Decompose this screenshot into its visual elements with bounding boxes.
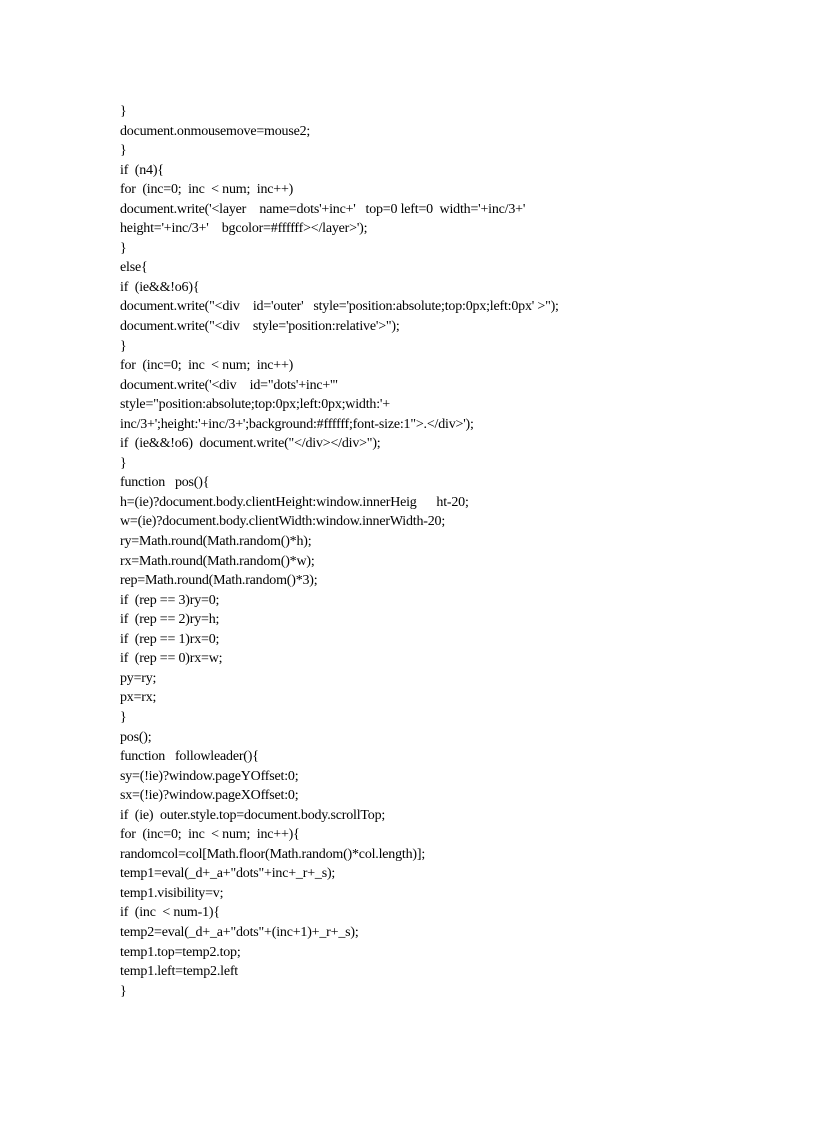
code-line: if (ie&&!o6){: [120, 279, 200, 295]
code-line: }: [120, 983, 127, 999]
code-listing: [120, 102, 760, 1001]
code-line: }: [120, 455, 127, 471]
code-line: for (inc=0; inc < num; inc++): [120, 182, 294, 198]
code-line: sy=(!ie)?window.pageYOffset:0;: [120, 768, 299, 784]
code-line: rx=Math.round(Math.random()*w);: [120, 553, 315, 569]
code-line: document.write("<div id='outer' style='position:absolute;top:0px;left:0px' >");: [120, 299, 559, 315]
code-line: }: [120, 104, 127, 119]
code-line: document.write('<div id="dots'+inc+'": [120, 377, 338, 393]
code-line: height='+inc/3+' bgcolor=#ffffff></layer>');: [120, 221, 368, 237]
code-line: document.write('<layer name=dots'+inc+' top=0 left=0 width='+inc/3+': [120, 201, 526, 217]
code-line: pos();: [120, 729, 152, 745]
code-line: }: [120, 709, 127, 725]
code-line: document.onmousemove=mouse2;: [120, 123, 311, 139]
code-line: w=(ie)?document.body.clientWidth:window.innerWidth-20;: [120, 514, 446, 530]
code-line: temp1.top=temp2.top;: [120, 944, 241, 960]
code-line: if (rep == 0)rx=w;: [120, 651, 223, 667]
code-line: temp2=eval(_d+_a+"dots"+(inc+1)+_r+_s);: [120, 924, 359, 940]
code-line: }: [120, 143, 127, 159]
code-line: randomcol=col[Math.floor(Math.random()*col.length)];: [120, 846, 426, 862]
code-line: for (inc=0; inc < num; inc++){: [120, 827, 300, 843]
code-line: py=ry;: [120, 670, 157, 686]
code-line: }: [120, 240, 127, 256]
code-line: sx=(!ie)?window.pageXOffset:0;: [120, 788, 299, 804]
code-line: document.write("<div style='position:relative'>");: [120, 319, 400, 335]
code-line: function pos(){: [120, 475, 210, 491]
code-line: temp1.visibility=v;: [120, 885, 224, 901]
code-line: if (ie&&!o6) document.write("</div></div>");: [120, 436, 381, 452]
code-line: function followleader(){: [120, 749, 259, 765]
code-line: for (inc=0; inc < num; inc++): [120, 358, 294, 374]
code-line: if (rep == 2)ry=h;: [120, 612, 220, 628]
code-line: temp1.left=temp2.left: [120, 964, 238, 980]
code-line: if (ie) outer.style.top=document.body.scrollTop;: [120, 807, 386, 823]
code-line: style="position:absolute;top:0px;left:0px;width:'+: [120, 397, 390, 413]
code-line: rep=Math.round(Math.random()*3);: [120, 573, 318, 589]
code-line: if (inc < num-1){: [120, 905, 220, 921]
code-line: px=rx;: [120, 690, 157, 706]
code-line: if (rep == 1)rx=0;: [120, 631, 220, 647]
code-line: if (rep == 3)ry=0;: [120, 592, 220, 608]
code-line: h=(ie)?document.body.clientHeight:window.innerHeig ht-20;: [120, 494, 469, 510]
code-line: inc/3+';height:'+inc/3+';background:#ffffff;font-size:1">.</div>');: [120, 416, 474, 432]
code-line: else{: [120, 260, 148, 276]
code-line: temp1=eval(_d+_a+"dots"+inc+_r+_s);: [120, 866, 336, 882]
code-line: if (n4){: [120, 162, 164, 178]
code-line: ry=Math.round(Math.random()*h);: [120, 534, 312, 550]
code-line: }: [120, 338, 127, 354]
